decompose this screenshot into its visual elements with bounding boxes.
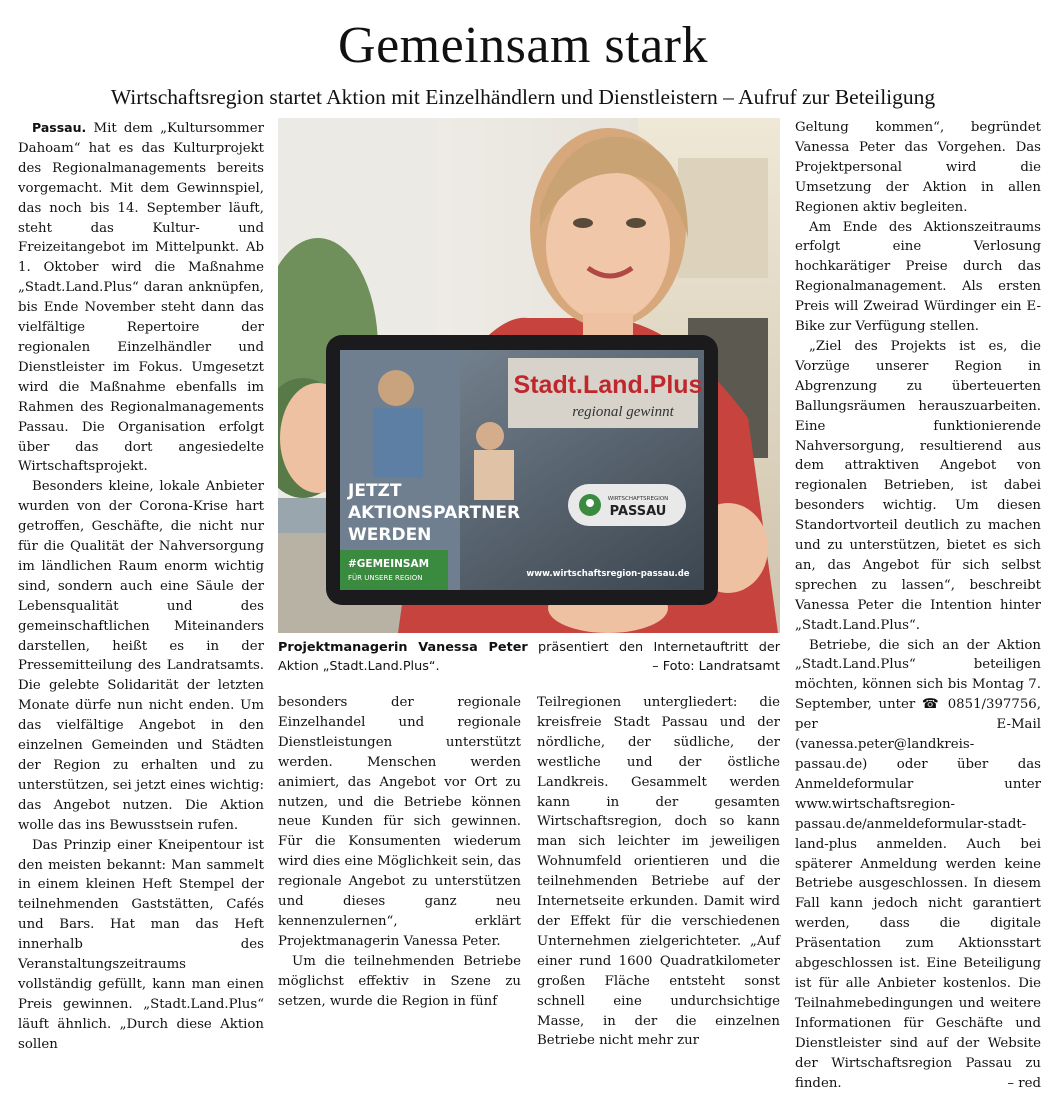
- article-column-4: [795, 118, 1041, 1093]
- caption-name: Projektmanagerin Vanessa Peter: [278, 640, 528, 655]
- tablet-url: www.wirtschaftsregion-passau.de: [526, 569, 689, 579]
- paragraph-4: Um die teilnehmenden Betriebe möglichst effektiv in Szene zu setzen, wurde die Region in fünf: [278, 952, 521, 1012]
- paragraph-6: „Ziel des Projekts ist es, die Vorzüge unserer Region in Abgrenzung zu überteuerten Ballungsräumen herauszuarbeiten. Eine funktionierende Nahversorgung, resultierend aus dem attraktiven Angebot von regionalen Betrieben, ist dabei besonders wichtig. Um diesen Standortvorteil deutlich zu machen und zu unterstützen, bietet es sich an, das Angebot für sich selbst sprechen zu lassen“, beschreibt Vanessa Peter die Intention hinter „Stadt.Land.Plus“.: [795, 337, 1041, 636]
- tablet-cta-3: WERDEN: [348, 525, 431, 545]
- tablet-tagline: regional gewinnt: [572, 404, 674, 420]
- tablet-cta-1: JETZT: [347, 481, 402, 501]
- tablet-brand: Stadt.Land.Plus: [514, 371, 703, 399]
- photo-illustration: [278, 118, 780, 633]
- dateline: Passau.: [32, 120, 86, 135]
- tablet-hashtag: #GEMEINSAM: [348, 558, 429, 570]
- caption-text: präsentiert den Internetauftritt der Aktion „Stadt.Land.Plus“.: [278, 640, 780, 674]
- article-column-3: [537, 693, 780, 1051]
- tablet-cta-2: AKTIONSPARTNER: [348, 503, 520, 523]
- paragraph-4-cont: Teilregionen untergliedert: die kreisfreie Stadt Passau und der nördliche, der südliche, der westliche und der östliche Landkreis. Gesammelt werden kann in der gesamten Wirtschaftsregion, doch so kann man sich leichter im jeweiligen Wohnumfeld orientieren und die teilnehmenden Betriebe auf der Internetseite erkunden. Damit wird der Effekt für die verschiedenen Unternehmen zielgerichteter. „Auf einer rund 1600 Quadratkilometer großen Fläche entsteht sonst schnell eine undurchsichtige Masse, in der die einzelnen Betriebe nicht mehr zur: [537, 693, 780, 1051]
- headline: Gemeinsam stark: [0, 16, 1046, 75]
- paragraph-5: Am Ende des Aktionszeitraums erfolgt eine Verlosung hochkarätiger Preise durch das Regionalmanagement. Als ersten Preis will Zweirad Würdinger ein E-Bike zur Verfügung stellen.: [795, 218, 1041, 337]
- tablet-logo-big: PASSAU: [610, 504, 667, 519]
- paragraph-7: [795, 636, 1041, 1093]
- paragraph-2: Besonders kleine, lokale Anbieter wurden von der Corona-Krise hart getroffen, Geschäfte, die nicht nur für die Qualität der Nahversorgung im ländlichen Raum enorm wichtig sind, sondern auch eine Säule der Lebensqualität und des gemeinschaftlichen Miteinanders darstellen, heißt es in der Pressemitteilung des Landratsamts. Die gelebte Solidarität der letzten Monate dürfe nun nicht enden. Um das vielfältige Angebot in den einzelnen Gemeinden und Städten der Region zu erhalten und zu unterstützen, sei jetzt eines wichtig: das Angebot nutzen. Die Aktion wolle das ins Bewusstsein rufen.: [18, 477, 264, 835]
- paragraph-7-text: Betriebe, die sich an der Aktion „Stadt.Land.Plus“ beteiligen möchten, können sich bis Montag 7. September, unter ☎ 0851/397756, per E-Mail (vanessa.peter@landkreis-passau.de) oder über das Anmeldeformular unter www.wirtschaftsregion-passau.de/anmeldeformular-stadt-land-plus anmelden. Auch bei späterer Anmeldung werden keine Betriebe ausgeschlossen. In diesem Fall kann jedoch nicht garantiert werden, dass die digitale Präsentation zum Aktionsstart abgeschlossen ist. Eine Beteiligung ist für alle Anbieter kostenlos. Die Teilnahmebedingungen und weitere Informationen für Geschäfte und Dienstleister sind auf der Website der Wirtschaftsregion Passau zu finden.: [795, 638, 1041, 1091]
- tablet-logo-small: WIRTSCHAFTSREGION: [608, 496, 669, 502]
- paragraph-3: Das Prinzip einer Kneipentour ist den meisten bekannt: Man sammelt in einem kleinen Heft Stempel der teilnehmenden Gaststätten, Cafés und Bars. Hat man das Heft innerhalb des Veranstaltungszeitraums vollständig gefüllt, kann man einen Preis gewinnen. „Stadt.Land.Plus“ läuft ähnlich. „Durch diese Aktion sollen: [18, 836, 264, 1055]
- paragraph-3-cont: besonders der regionale Einzelhandel und regionale Dienstleistungen unterstützt werden. Menschen werden animiert, das Angebot vor Ort zu nutzen, und die Betriebe können neue Kunden für sich gewinnen. Für die Konsumenten wiederum wird dies eine Möglichkeit sein, das regionale Angebot zu unterstützen und dieses ganz neu kennenzulernen“, erklärt Projektmanagerin Vanessa Peter.: [278, 693, 521, 952]
- photo-credit: – Foto: Landratsamt: [278, 657, 780, 676]
- photo-caption: [278, 638, 780, 676]
- article-photo: [278, 118, 780, 633]
- subheadline: Wirtschaftsregion startet Aktion mit Einzelhändlern und Dienstleistern – Aufruf zur Beteiligung: [0, 85, 1046, 110]
- tablet-hashtag-sub: FÜR UNSERE REGION: [348, 573, 423, 582]
- signoff: – red: [993, 1074, 1041, 1093]
- article-column-2: [278, 693, 521, 1012]
- paragraph-1: [18, 118, 264, 477]
- paragraph-1-text: Mit dem „Kultursommer Dahoam“ hat es das Kulturprojekt des Regionalmanagements bereits vorgemacht. Mit dem Gewinnspiel, das noch bis 14. September läuft, steht das Kultur- und Freizeitangebot im Mittelpunkt. Ab 1. Oktober wird die Maßnahme „Stadt.Land.Plus“ daran anknüpfen, bis Ende November steht dann das vielfältige Repertoire der regionalen Einzelhändler und Dienstleister im Fokus. Umgesetzt wird die Maßnahme ebenfalls im Rahmen des Regionalmanagements Passau. Die Organisation erfolgt über das dort angesiedelte Wirtschaftsprojekt.: [18, 121, 264, 474]
- article-column-1: [18, 118, 264, 1055]
- paragraph-4-end: Geltung kommen“, begründet Vanessa Peter das Vorgehen. Das Projektpersonal wird die Umsetzung der Aktion in allen Regionen aktiv begleiten.: [795, 118, 1041, 218]
